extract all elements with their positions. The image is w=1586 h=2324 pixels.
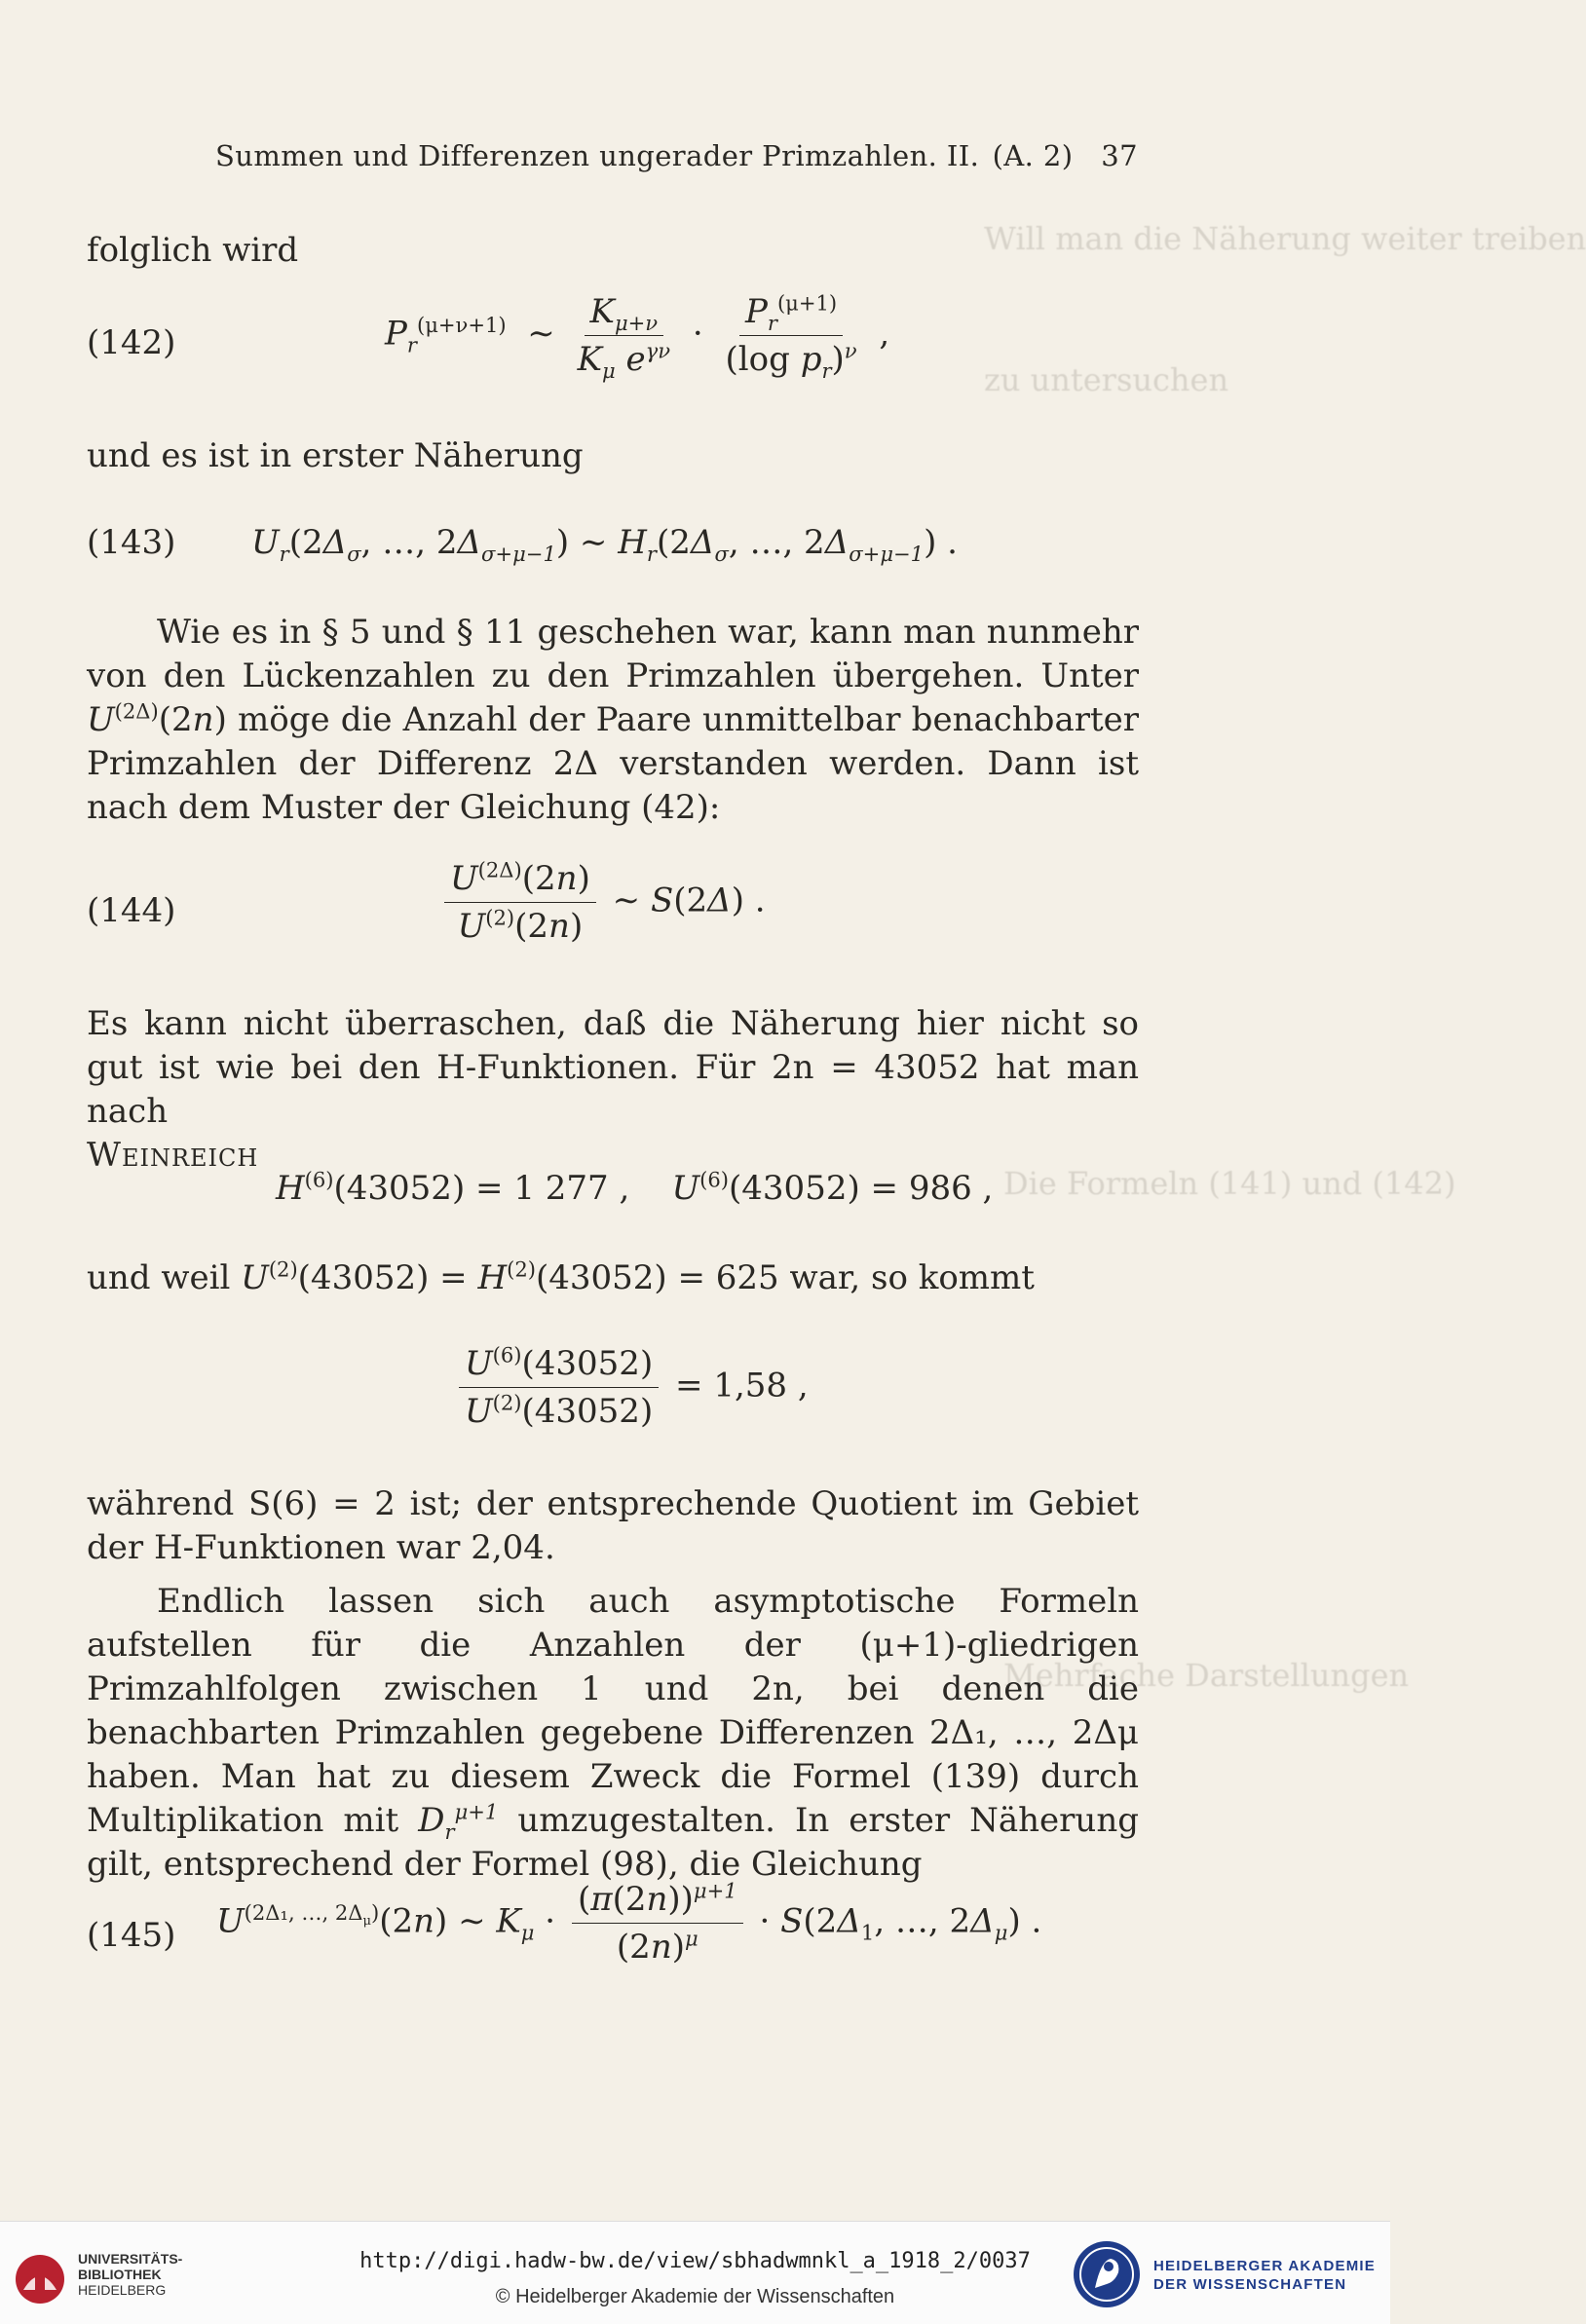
page-number: 37: [1101, 139, 1138, 172]
equation-number-142: (142): [87, 323, 176, 362]
equation-number-145: (145): [87, 1916, 176, 1955]
bleed-through: Die Formeln (141) und (142): [1003, 1165, 1456, 1202]
bleed-through: zu untersuchen: [984, 361, 1229, 398]
paragraph-ueberraschen: Es kann nicht überraschen, daß die Näherung hier nicht so gut ist wie bei den H-Funktionen. Für 2n = 43052 hat man nach Weinreich: [87, 1004, 1139, 1175]
equation-weinreich-values: $H^{(6)}(43052) = 1$ 277 , $U^{(6)}(43052) = 986$ ,: [276, 1167, 994, 1208]
author-name: Weinreich: [87, 1136, 259, 1175]
paragraph-waehrend: während S(6) = 2 ist; der entsprechende Quotient im Gebiet der H-Funktionen war 2,04.: [87, 1484, 1139, 1567]
paragraph-und-weil: und weil $U^{(2)}(43052) = H^{(2)}(43052) = 625$ war, so kommt: [87, 1256, 1035, 1297]
bleed-through: Mehrfache Darstellungen: [1003, 1657, 1410, 1694]
paragraph-erster: und es ist in erster Näherung: [87, 436, 584, 475]
equation-quotient: $\frac{U^{(6)}(43052)}{U^{(2)}(43052)}$ = 1,58 ,: [453, 1344, 809, 1431]
bleed-through: Will man die Näherung weiter treiben: [984, 220, 1586, 257]
equation-142: $P_r^{(\mu+\nu+1)}$ ∼ $\frac{K_{\mu+\nu}}{K_\mu e^{\gamma\nu}}$ · $\frac{P_r^{(\mu+1)}}{(\log p_r)^\nu}$ ,: [385, 290, 890, 383]
equation-144: $\frac{U^{(2\Delta)}(2n)}{U^{(2)}(2n)}$ ∼ S(2Δ) .: [438, 859, 766, 946]
permalink-url[interactable]: http://digi.hadw-bw.de/view/sbhadwmnkl_a_1918_2/0037: [359, 2249, 1031, 2273]
copyright-notice: © Heidelberger Akademie der Wissenschaften: [495, 2286, 895, 2307]
equation-number-143: (143): [87, 523, 176, 562]
equation-number-144: (144): [87, 891, 176, 930]
university-library-name: UNIVERSITÄTS- BIBLIOTHEK HEIDELBERG: [78, 2251, 183, 2298]
equation-145: $U^{(2\Delta_1, \dots, 2\Delta_\mu)}(2n)$ ∼ $K_\mu$ · $\frac{(\pi(2n))^{\mu+1}}{(2n)^\mu}$ · $S(2\Delta_1$, …, $2\Delta_\mu$) .: [216, 1878, 1042, 1967]
header-right: [993, 139, 1138, 172]
academy-name: HEIDELBERGER AKADEMIE DER WISSENSCHAFTEN: [1153, 2258, 1376, 2293]
paragraph-endlich: Endlich lassen sich auch asymptotische Formeln aufstellen für die Anzahlen der (μ+1)-gliedrigen Primzahlfolgen zwischen 1 und 2n, bei denen die benachbarten Primzahlen gegebene Differenzen 2Δ₁, …, 2Δμ haben. Man hat zu diesem Zweck die Formel (139) durch Multiplikation mit $D_r^{\mu+1}$ umzugestalten. In erster Näherung gilt, entsprechend der Formel (98), die Gleichung: [87, 1582, 1139, 1884]
paragraph-folglich: folglich wird: [87, 231, 299, 270]
academy-seal-icon[interactable]: [1072, 2239, 1142, 2309]
running-title: Summen und Differenzen ungerader Primzahlen. II.: [215, 139, 980, 172]
equation-143: $U_r(2\Delta_\sigma$, …, $2\Delta_{\sigma+\mu-1}$) ∼ $H_r(2\Delta_\sigma$, …, $2\Delta_{\sigma+\mu-1}$) .: [251, 523, 958, 566]
section-ref: (A. 2): [992, 139, 1074, 172]
footer-bar: [0, 2221, 1390, 2324]
paragraph-lueckenzahlen: Wie es in § 5 und § 11 geschehen war, kann man nunmehr von den Lückenzahlen zu den Primzahlen übergehen. Unter $U^{(2\Delta)}(2n)$ möge die Anzahl der Paare unmittelbar benachbarter Primzahlen der Differenz 2Δ verstanden werden. Dann ist nach dem Muster der Gleichung (42):: [87, 613, 1139, 827]
